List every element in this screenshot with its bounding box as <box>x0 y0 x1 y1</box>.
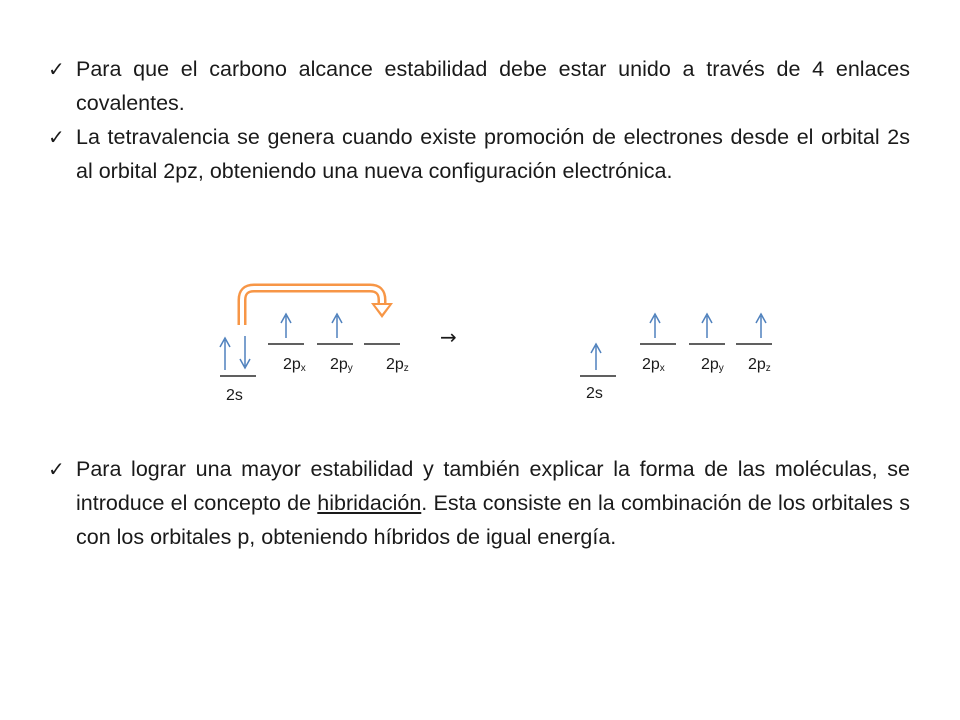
label-2s-left: 2s <box>226 387 243 404</box>
promotion-arrow <box>242 288 382 325</box>
bullet-text: Para lograr una mayor estabilidad y también explicar la forma de las moléculas, se introduce el concepto de hibridación. Esta consiste en la combinación de los orbitales s con los orbitales p, obteniendo híbridos de igual energía. <box>76 457 911 549</box>
label-2px-right: $2p_x$ <box>642 356 665 374</box>
label-2pz-left: $2p_z$ <box>386 356 409 374</box>
bullet-item-3 <box>48 452 910 554</box>
reaction-arrow: → <box>440 325 457 349</box>
checkmark-icon: ✓ <box>48 457 65 481</box>
promotion-arrow-inner <box>242 288 382 325</box>
label-2s-right: 2s <box>586 385 603 402</box>
label-2pz-right: $2p_z$ <box>748 356 771 374</box>
checkmark-icon: ✓ <box>48 57 65 81</box>
label-2px-left: $2p_x$ <box>283 356 306 374</box>
checkmark-icon: ✓ <box>48 125 65 149</box>
hibridacion-term: hibridación <box>317 491 422 515</box>
bullet-text: Para que el carbono alcance estabilidad debe estar unido a través de 4 enlaces covalentes. <box>76 57 910 115</box>
label-2py-right: $2p_y$ <box>701 356 724 374</box>
label-2py-left: $2p_y$ <box>330 356 353 374</box>
bullet-text: La tetravalencia se genera cuando existe promoción de electrones desde el orbital 2s al orbital 2pz, obteniendo una nueva configuración electrónica. <box>76 125 910 183</box>
